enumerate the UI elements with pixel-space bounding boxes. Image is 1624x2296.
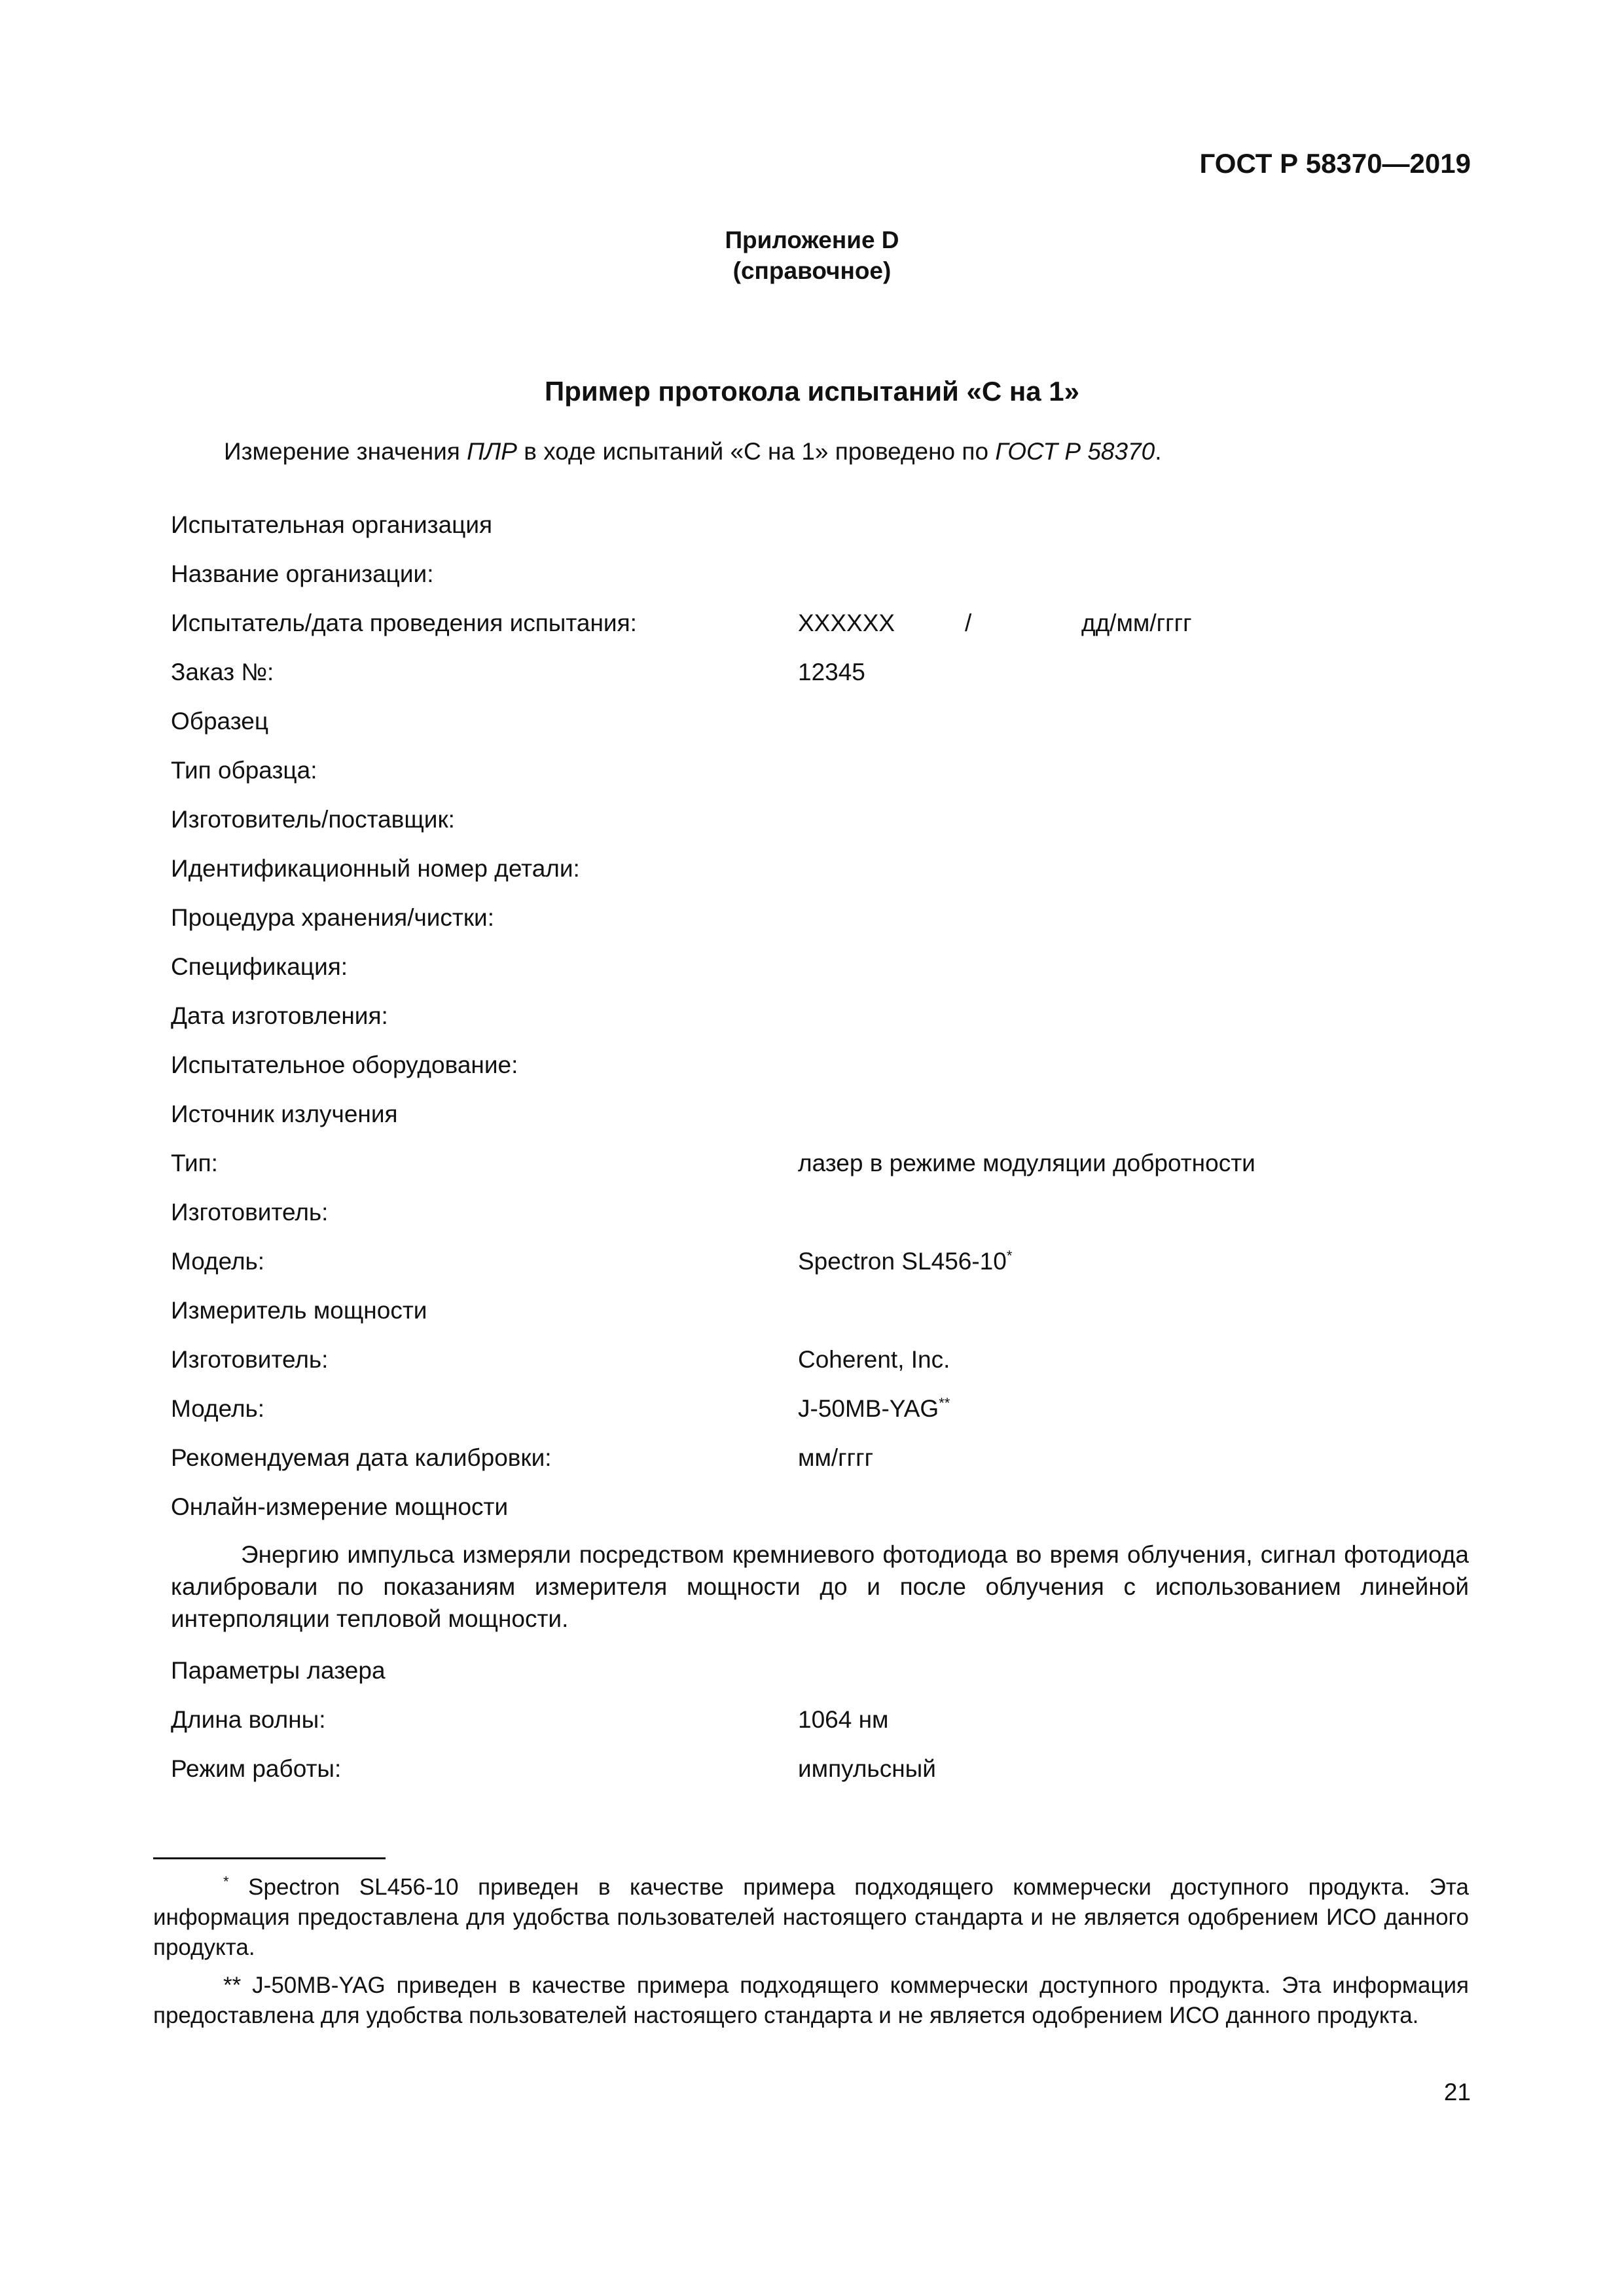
mode-label: Режим работы: [171, 1755, 342, 1782]
source-model-text: Spectron SL456-10 [798, 1248, 1007, 1275]
wavelength-label: Длина волны: [171, 1706, 326, 1733]
page-number: 21 [1443, 2079, 1471, 2105]
test-date-value: дд/мм/гггг [1081, 610, 1192, 636]
footnote-ref-1: * [1006, 1247, 1013, 1264]
power-meter-heading: Измеритель мощности [171, 1297, 427, 1324]
tester-value: XXXXXX [798, 610, 895, 636]
intro-ref: ГОСТ Р 58370 [995, 438, 1155, 465]
specification-label: Спецификация: [171, 953, 348, 980]
footnote-divider [153, 1857, 386, 1859]
footnote-2-text: J-50MB-YAG приведен в качестве примера подходящего коммерчески доступного продукта. Эта информация предоставлена для удобства пользователей настоящего стандарта и не является одобрением ИСО данного продукта. [153, 1973, 1469, 2028]
org-name-label: Название организации: [171, 560, 434, 587]
laser-params-heading: Параметры лазера [171, 1657, 386, 1684]
footnote-2 [153, 1971, 1469, 2031]
footnote-1-text: Spectron SL456-10 приведен в качестве примера подходящего коммерчески доступного продукта. Эта информация предоставлена для удобства пользователей настоящего стандарта и не является одобрением ИСО данного продукта. [153, 1874, 1469, 1960]
order-label: Заказ №: [171, 659, 274, 685]
online-power-heading: Онлайн-измерение мощности [171, 1493, 509, 1520]
annex-subtitle: (справочное) [732, 257, 892, 284]
online-power-paragraph [171, 1539, 1469, 1635]
meter-model-text: J-50MB-YAG [798, 1395, 939, 1422]
footnote-1-mark: * [223, 1873, 229, 1890]
sample-type-label: Тип образца: [171, 757, 317, 784]
order-value: 12345 [798, 659, 865, 685]
sample-heading: Образец [171, 708, 269, 735]
radiation-source-heading: Источник излучения [171, 1101, 398, 1127]
manufacture-date-label: Дата изготовления: [171, 1002, 388, 1029]
test-org-heading: Испытательная организация [171, 511, 493, 538]
document-title: Пример протокола испытаний «С на 1» [545, 376, 1079, 407]
source-manufacturer-label: Изготовитель: [171, 1199, 329, 1226]
manufacturer-supplier-label: Изготовитель/поставщик: [171, 806, 455, 833]
online-power-text: Энергию импульса измеряли посредством кремниевого фотодиода во время облучения, сигнал фотодиода калибровали по показаниям измерителя мощности до и после облучения с использованием линейной интерполяции тепловой мощности. [171, 1541, 1469, 1632]
annex-title: Приложение D [725, 227, 899, 253]
source-model-label: Модель: [171, 1248, 265, 1275]
type-value: лазер в режиме модуляции добротности [798, 1150, 1255, 1176]
meter-manufacturer-value: Coherent, Inc. [798, 1346, 950, 1373]
type-label: Тип: [171, 1150, 218, 1176]
calibration-label: Рекомендуемая дата калибровки: [171, 1444, 552, 1471]
footnote-ref-2: ** [939, 1394, 950, 1412]
meter-model-value [798, 1394, 950, 1423]
tester-date-separator: / [965, 610, 972, 636]
intro-abbr: ПЛР [467, 438, 517, 465]
intro-part2: в ходе испытаний «С на 1» проведено по [516, 438, 996, 465]
intro-sentence [224, 437, 1162, 466]
intro-part1: Измерение значения [224, 438, 467, 465]
footnote-2-mark: ** [223, 1973, 242, 1998]
test-equipment-label: Испытательное оборудование: [171, 1051, 518, 1078]
calibration-value: мм/гггг [798, 1444, 874, 1471]
part-id-label: Идентификационный номер детали: [171, 855, 580, 882]
meter-model-label: Модель: [171, 1395, 265, 1422]
tester-date-label: Испытатель/дата проведения испытания: [171, 610, 637, 636]
standard-code: ГОСТ Р 58370—2019 [1199, 148, 1471, 179]
storage-cleaning-label: Процедура хранения/чистки: [171, 904, 495, 931]
meter-manufacturer-label: Изготовитель: [171, 1346, 329, 1373]
footnote-1 [153, 1872, 1469, 1963]
mode-value: импульсный [798, 1755, 936, 1782]
intro-part3: . [1155, 438, 1162, 465]
source-model-value [798, 1247, 1012, 1276]
wavelength-value: 1064 нм [798, 1706, 889, 1733]
